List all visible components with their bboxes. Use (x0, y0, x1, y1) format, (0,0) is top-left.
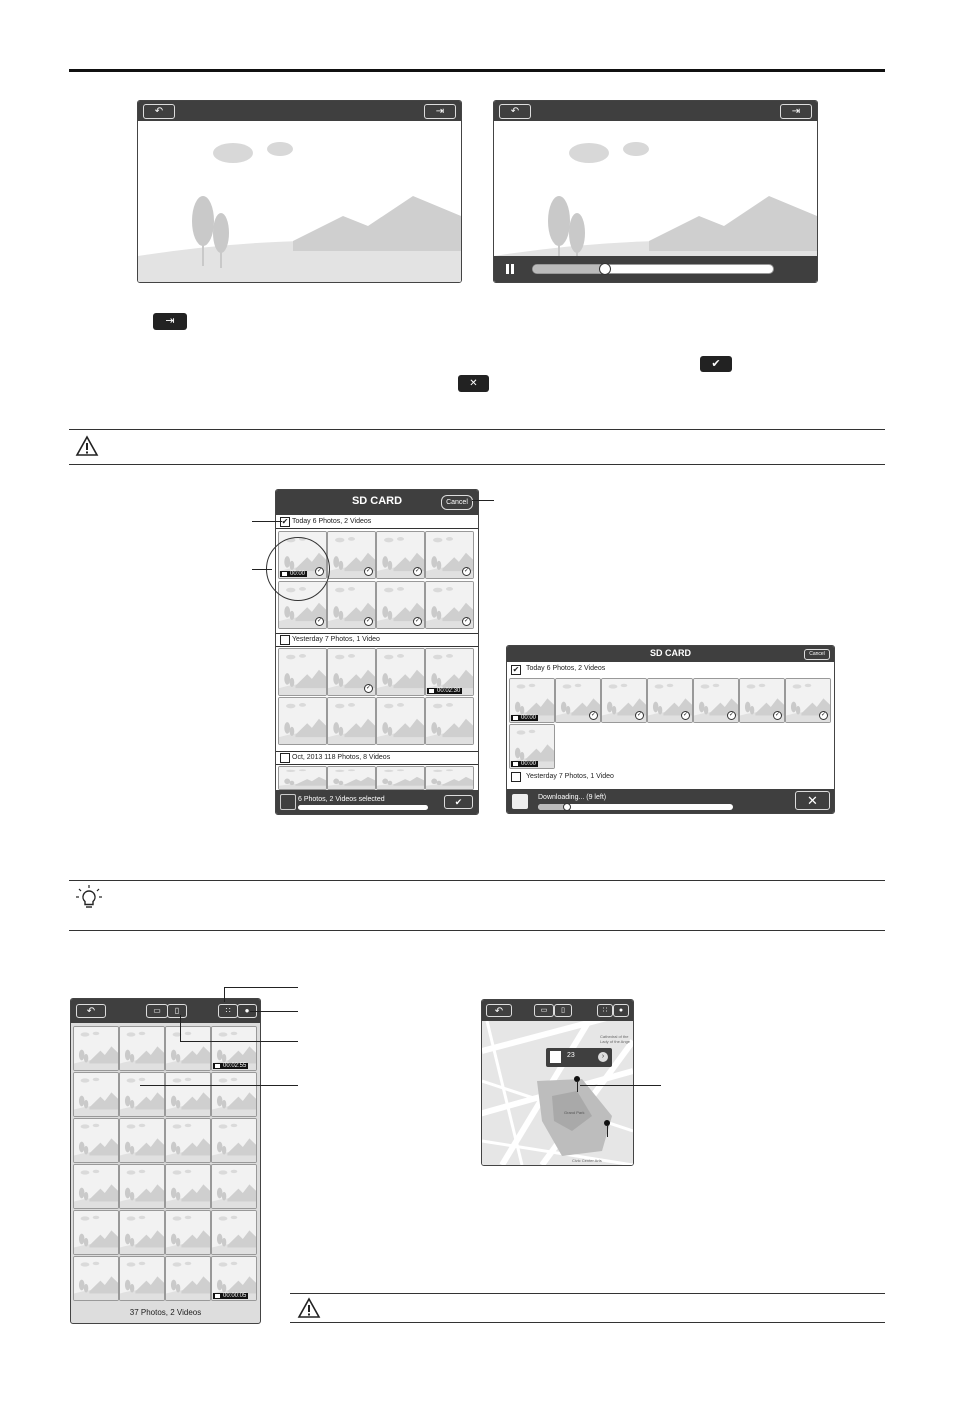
group-label: Yesterday 7 Photos, 1 Video (292, 636, 380, 643)
magnifier-callout (266, 537, 330, 601)
photo-thumbnail[interactable] (119, 1118, 165, 1163)
selected-check-icon[interactable]: ✓ (365, 618, 372, 624)
video-duration-badge: 00:02:30 (427, 688, 462, 694)
warning-rule-bottom (290, 1322, 885, 1323)
photo-thumbnail[interactable] (211, 1164, 257, 1209)
checkmark-icon: ✔ (454, 797, 463, 807)
map-photo-popup[interactable] (546, 1048, 612, 1067)
group-select-checkbox[interactable] (280, 753, 290, 763)
selection-progress-bar (298, 805, 428, 810)
export-icon: ⇥ (153, 313, 187, 330)
photo-thumbnail[interactable] (119, 1256, 165, 1301)
close-x-icon: ✕ (458, 375, 489, 392)
camera-icon: ▭ (540, 1007, 548, 1014)
popup-photo-count: 23 (567, 1052, 575, 1059)
warning-triangle-icon (75, 435, 99, 457)
selected-check-icon[interactable]: ✓ (463, 568, 470, 574)
photo-thumbnail[interactable] (785, 678, 831, 723)
map-label: Lady of the Ange (600, 1039, 631, 1044)
album-footer-count: 37 Photos, 2 Videos (129, 1308, 202, 1317)
group-label: Yesterday 7 Photos, 1 Video (526, 773, 614, 780)
viewer-top-bar (138, 101, 461, 121)
selected-check-icon[interactable]: ✓ (463, 618, 470, 624)
photo-thumbnail[interactable] (376, 766, 425, 790)
pause-icon[interactable] (506, 264, 514, 274)
thumbnail-placeholder-image (166, 1119, 210, 1162)
photo-thumbnail[interactable] (425, 766, 474, 790)
camera-source-button[interactable] (534, 1004, 554, 1017)
thumbnail-placeholder-image (328, 767, 375, 789)
map-pin-stem (577, 1082, 578, 1092)
group-label: Today 6 Photos, 2 Videos (292, 518, 372, 525)
thumbnail-placeholder-image (377, 767, 424, 789)
sd-card-downloading-screen (506, 645, 835, 814)
warning-triangle-icon (297, 1297, 321, 1319)
photo-thumbnail[interactable] (509, 724, 555, 769)
group-header-oct (276, 751, 478, 765)
photo-thumbnail[interactable] (601, 678, 647, 723)
thumbnail-placeholder-image (120, 1211, 164, 1254)
video-duration-badge: 00:00 (280, 571, 307, 577)
photo-thumbnail[interactable] (165, 1164, 211, 1209)
back-button[interactable] (499, 104, 531, 119)
back-button[interactable] (143, 104, 175, 119)
photo-thumbnail[interactable] (165, 1026, 211, 1071)
photo-thumbnail[interactable] (327, 581, 376, 629)
group-select-checkbox[interactable]: ✔ (281, 517, 289, 526)
photo-thumbnail[interactable] (73, 1164, 119, 1209)
callout-line (580, 1085, 661, 1086)
export-button[interactable] (424, 104, 456, 119)
photo-thumbnail[interactable] (73, 1256, 119, 1301)
group-select-checkbox[interactable]: ✔ (512, 665, 520, 674)
photo-thumbnail[interactable] (647, 678, 693, 723)
selected-check-icon[interactable]: ✓ (365, 685, 372, 691)
playback-progress-track[interactable] (532, 264, 774, 274)
selection-preview (280, 794, 296, 810)
thumbnail-placeholder-image (377, 698, 424, 744)
thumbnail-placeholder-image (426, 698, 473, 744)
selected-check-icon[interactable]: ✓ (316, 568, 323, 574)
popup-open-icon[interactable]: › (598, 1052, 608, 1062)
back-arrow-icon: ↶ (154, 106, 164, 117)
photo-thumbnail[interactable] (119, 1026, 165, 1071)
map-label: Grand Park (564, 1110, 585, 1115)
thumbnail-placeholder-image (74, 1165, 118, 1208)
photo-thumbnail[interactable] (327, 766, 376, 790)
photo-thumbnail[interactable] (73, 1118, 119, 1163)
photo-thumbnail[interactable] (425, 581, 474, 629)
map-label: Cathedral of the (600, 1034, 629, 1039)
sd-card-source-button[interactable] (554, 1004, 572, 1017)
lightbulb-icon (75, 884, 103, 912)
group-select-checkbox[interactable] (280, 635, 290, 645)
camera-icon: ▭ (153, 1006, 161, 1015)
thumbnail-placeholder-image (74, 1027, 118, 1070)
photo-thumbnail[interactable] (376, 648, 425, 696)
photo-thumbnail[interactable] (211, 1256, 257, 1301)
download-preview-thumb (512, 794, 528, 809)
tip-rule-top (69, 880, 885, 881)
thumbnail-placeholder-image (120, 1073, 164, 1116)
export-icon: ⇥ (791, 106, 801, 117)
photo-thumbnail[interactable] (376, 531, 425, 579)
photo-thumbnail[interactable] (165, 1210, 211, 1255)
checkmark-icon: ✔ (700, 356, 732, 372)
thumbnail-placeholder-image (166, 1257, 210, 1300)
photo-thumbnail[interactable] (278, 697, 327, 745)
photo-thumbnail[interactable] (211, 1210, 257, 1255)
callout-line (252, 521, 282, 522)
callout-line (252, 569, 272, 570)
selected-check-icon[interactable]: ✓ (682, 712, 689, 718)
selected-check-icon[interactable]: ✓ (590, 712, 597, 718)
photo-thumbnail[interactable] (211, 1118, 257, 1163)
warning-rule-bottom (69, 464, 885, 465)
thumbnail-placeholder-image (426, 767, 473, 789)
photo-thumbnail[interactable] (211, 1072, 257, 1117)
thumbnail-placeholder-image (377, 649, 424, 695)
photo-thumbnail[interactable] (119, 1072, 165, 1117)
sd-card-title: SD CARD (351, 495, 403, 507)
map-pin-icon: ● (244, 1006, 250, 1015)
thumbnail-placeholder-image (279, 649, 326, 695)
photo-thumbnail[interactable] (119, 1164, 165, 1209)
photo-thumbnail[interactable] (425, 697, 474, 745)
photo-thumbnail[interactable] (278, 648, 327, 696)
photo-thumbnail[interactable] (278, 766, 327, 790)
photo-thumbnail[interactable] (425, 531, 474, 579)
selection-count: 6 Photos, 2 Videos selected (298, 796, 385, 803)
selected-check-icon[interactable]: ✓ (414, 568, 421, 574)
photo-thumbnail[interactable] (73, 1026, 119, 1071)
photo-thumbnail[interactable] (693, 678, 739, 723)
selected-check-icon[interactable]: ✓ (820, 712, 827, 718)
video-duration-badge: 00:00:05 (213, 1293, 248, 1299)
callout-line (224, 987, 225, 1002)
cancel-button[interactable]: Cancel (804, 649, 830, 660)
viewer-top-bar (494, 101, 817, 121)
thumbnail-placeholder-image (212, 1165, 256, 1208)
thumbnail-placeholder-image (166, 1073, 210, 1116)
callout-line (180, 1015, 181, 1041)
photo-thumbnail[interactable] (327, 697, 376, 745)
thumbnail-placeholder-image (74, 1119, 118, 1162)
back-arrow-icon: ↶ (86, 1006, 96, 1017)
selected-check-icon[interactable]: ✓ (774, 712, 781, 718)
group-label: Today 6 Photos, 2 Videos (526, 665, 606, 672)
thumbnail-placeholder-image (120, 1257, 164, 1300)
back-button[interactable] (76, 1004, 106, 1018)
photo-thumbnail[interactable] (73, 1072, 119, 1117)
playback-progress-fill (533, 265, 605, 273)
thumbnail-placeholder-image (166, 1165, 210, 1208)
selected-check-icon[interactable]: ✓ (365, 568, 372, 574)
album-grid-screen (70, 998, 261, 1324)
video-duration-badge: 00:00 (511, 761, 538, 767)
grid-view-icon: ∷ (225, 1006, 231, 1015)
photo-thumbnail[interactable] (555, 678, 601, 723)
thumbnail-placeholder-image (279, 698, 326, 744)
thumbnail-placeholder-image (74, 1257, 118, 1300)
cancel-download-button[interactable] (795, 791, 830, 810)
selected-check-icon[interactable]: ✓ (316, 618, 323, 624)
tip-rule-bottom (69, 930, 885, 931)
photo-thumbnail[interactable] (739, 678, 785, 723)
thumbnail-placeholder-image (120, 1165, 164, 1208)
thumbnail-placeholder-image (212, 1073, 256, 1116)
thumbnail-placeholder-image (166, 1211, 210, 1254)
selected-check-icon[interactable]: ✓ (728, 712, 735, 718)
album-map-screen (481, 999, 634, 1166)
photo-viewer-screen (137, 100, 462, 283)
map-label: Civic Center Arts (572, 1158, 602, 1163)
thumbnail-placeholder-image (74, 1211, 118, 1254)
grid-view-button[interactable] (218, 1004, 238, 1018)
playback-scrubber-handle[interactable] (599, 263, 611, 275)
warning-rule-top (290, 1293, 885, 1294)
callout-line (224, 987, 298, 988)
cancel-button[interactable]: Cancel (441, 495, 473, 510)
callout-line (180, 1041, 298, 1042)
photo-thumbnail[interactable] (211, 1026, 257, 1071)
photo-thumbnail[interactable] (327, 648, 376, 696)
group-header-yesterday (276, 633, 478, 647)
group-select-checkbox[interactable] (511, 772, 521, 782)
video-duration-badge: 00:02:55 (213, 1063, 248, 1069)
callout-line (140, 1085, 298, 1086)
grid-view-button[interactable] (597, 1004, 613, 1017)
top-rule (69, 69, 885, 72)
thumbnail-placeholder-image (212, 1119, 256, 1162)
video-viewer-screen (493, 100, 818, 283)
callout-line (250, 1011, 298, 1012)
camera-source-button[interactable] (146, 1004, 168, 1018)
thumbnail-placeholder-image (166, 1027, 210, 1070)
close-x-icon: ✕ (807, 793, 818, 808)
photo-thumbnail[interactable] (509, 678, 555, 723)
sd-card-icon: ▯ (174, 1006, 180, 1015)
selected-check-icon[interactable]: ✓ (414, 618, 421, 624)
thumbnail-placeholder-image (212, 1211, 256, 1254)
back-arrow-icon: ↶ (494, 1006, 504, 1017)
grid-view-icon: ∷ (602, 1007, 608, 1014)
group-label: Oct, 2013 118 Photos, 8 Videos (292, 754, 391, 761)
download-status-text: Downloading... (9 left) (538, 794, 607, 801)
thumbnail-placeholder-image (120, 1119, 164, 1162)
photo-thumbnail[interactable] (165, 1256, 211, 1301)
map-pin-icon: ● (618, 1007, 624, 1014)
thumbnail-placeholder-image (120, 1027, 164, 1070)
selected-check-icon[interactable]: ✓ (636, 712, 643, 718)
thumbnail-placeholder-image (328, 698, 375, 744)
video-duration-badge: 00:00 (511, 715, 538, 721)
map-pin-stem (607, 1126, 608, 1137)
confirm-download-button[interactable] (444, 795, 473, 809)
thumbnail-placeholder-image (279, 767, 326, 789)
export-button[interactable] (780, 104, 812, 119)
thumbnail-placeholder-image (74, 1073, 118, 1116)
photo-thumbnail[interactable] (376, 581, 425, 629)
sd-card-title: SD CARD (649, 648, 691, 658)
photo-thumbnail[interactable] (165, 1118, 211, 1163)
map-view-button[interactable] (613, 1004, 629, 1017)
photo-thumbnail[interactable] (119, 1210, 165, 1255)
group-header-today (276, 516, 478, 529)
warning-rule-top (69, 429, 885, 430)
back-arrow-icon: ↶ (510, 106, 520, 117)
callout-line (472, 500, 494, 501)
photo-thumbnail[interactable] (376, 697, 425, 745)
photo-thumbnail[interactable] (425, 648, 474, 696)
sd-card-icon: ▯ (561, 1007, 565, 1014)
photo-thumbnail[interactable] (165, 1072, 211, 1117)
export-icon: ⇥ (435, 106, 445, 117)
photo-thumbnail[interactable] (327, 531, 376, 579)
popup-thumbnail (550, 1051, 561, 1063)
back-button[interactable] (486, 1004, 512, 1017)
sd-card-source-button[interactable] (167, 1004, 187, 1018)
placeholder-landscape-image (138, 121, 461, 282)
photo-thumbnail[interactable] (73, 1210, 119, 1255)
